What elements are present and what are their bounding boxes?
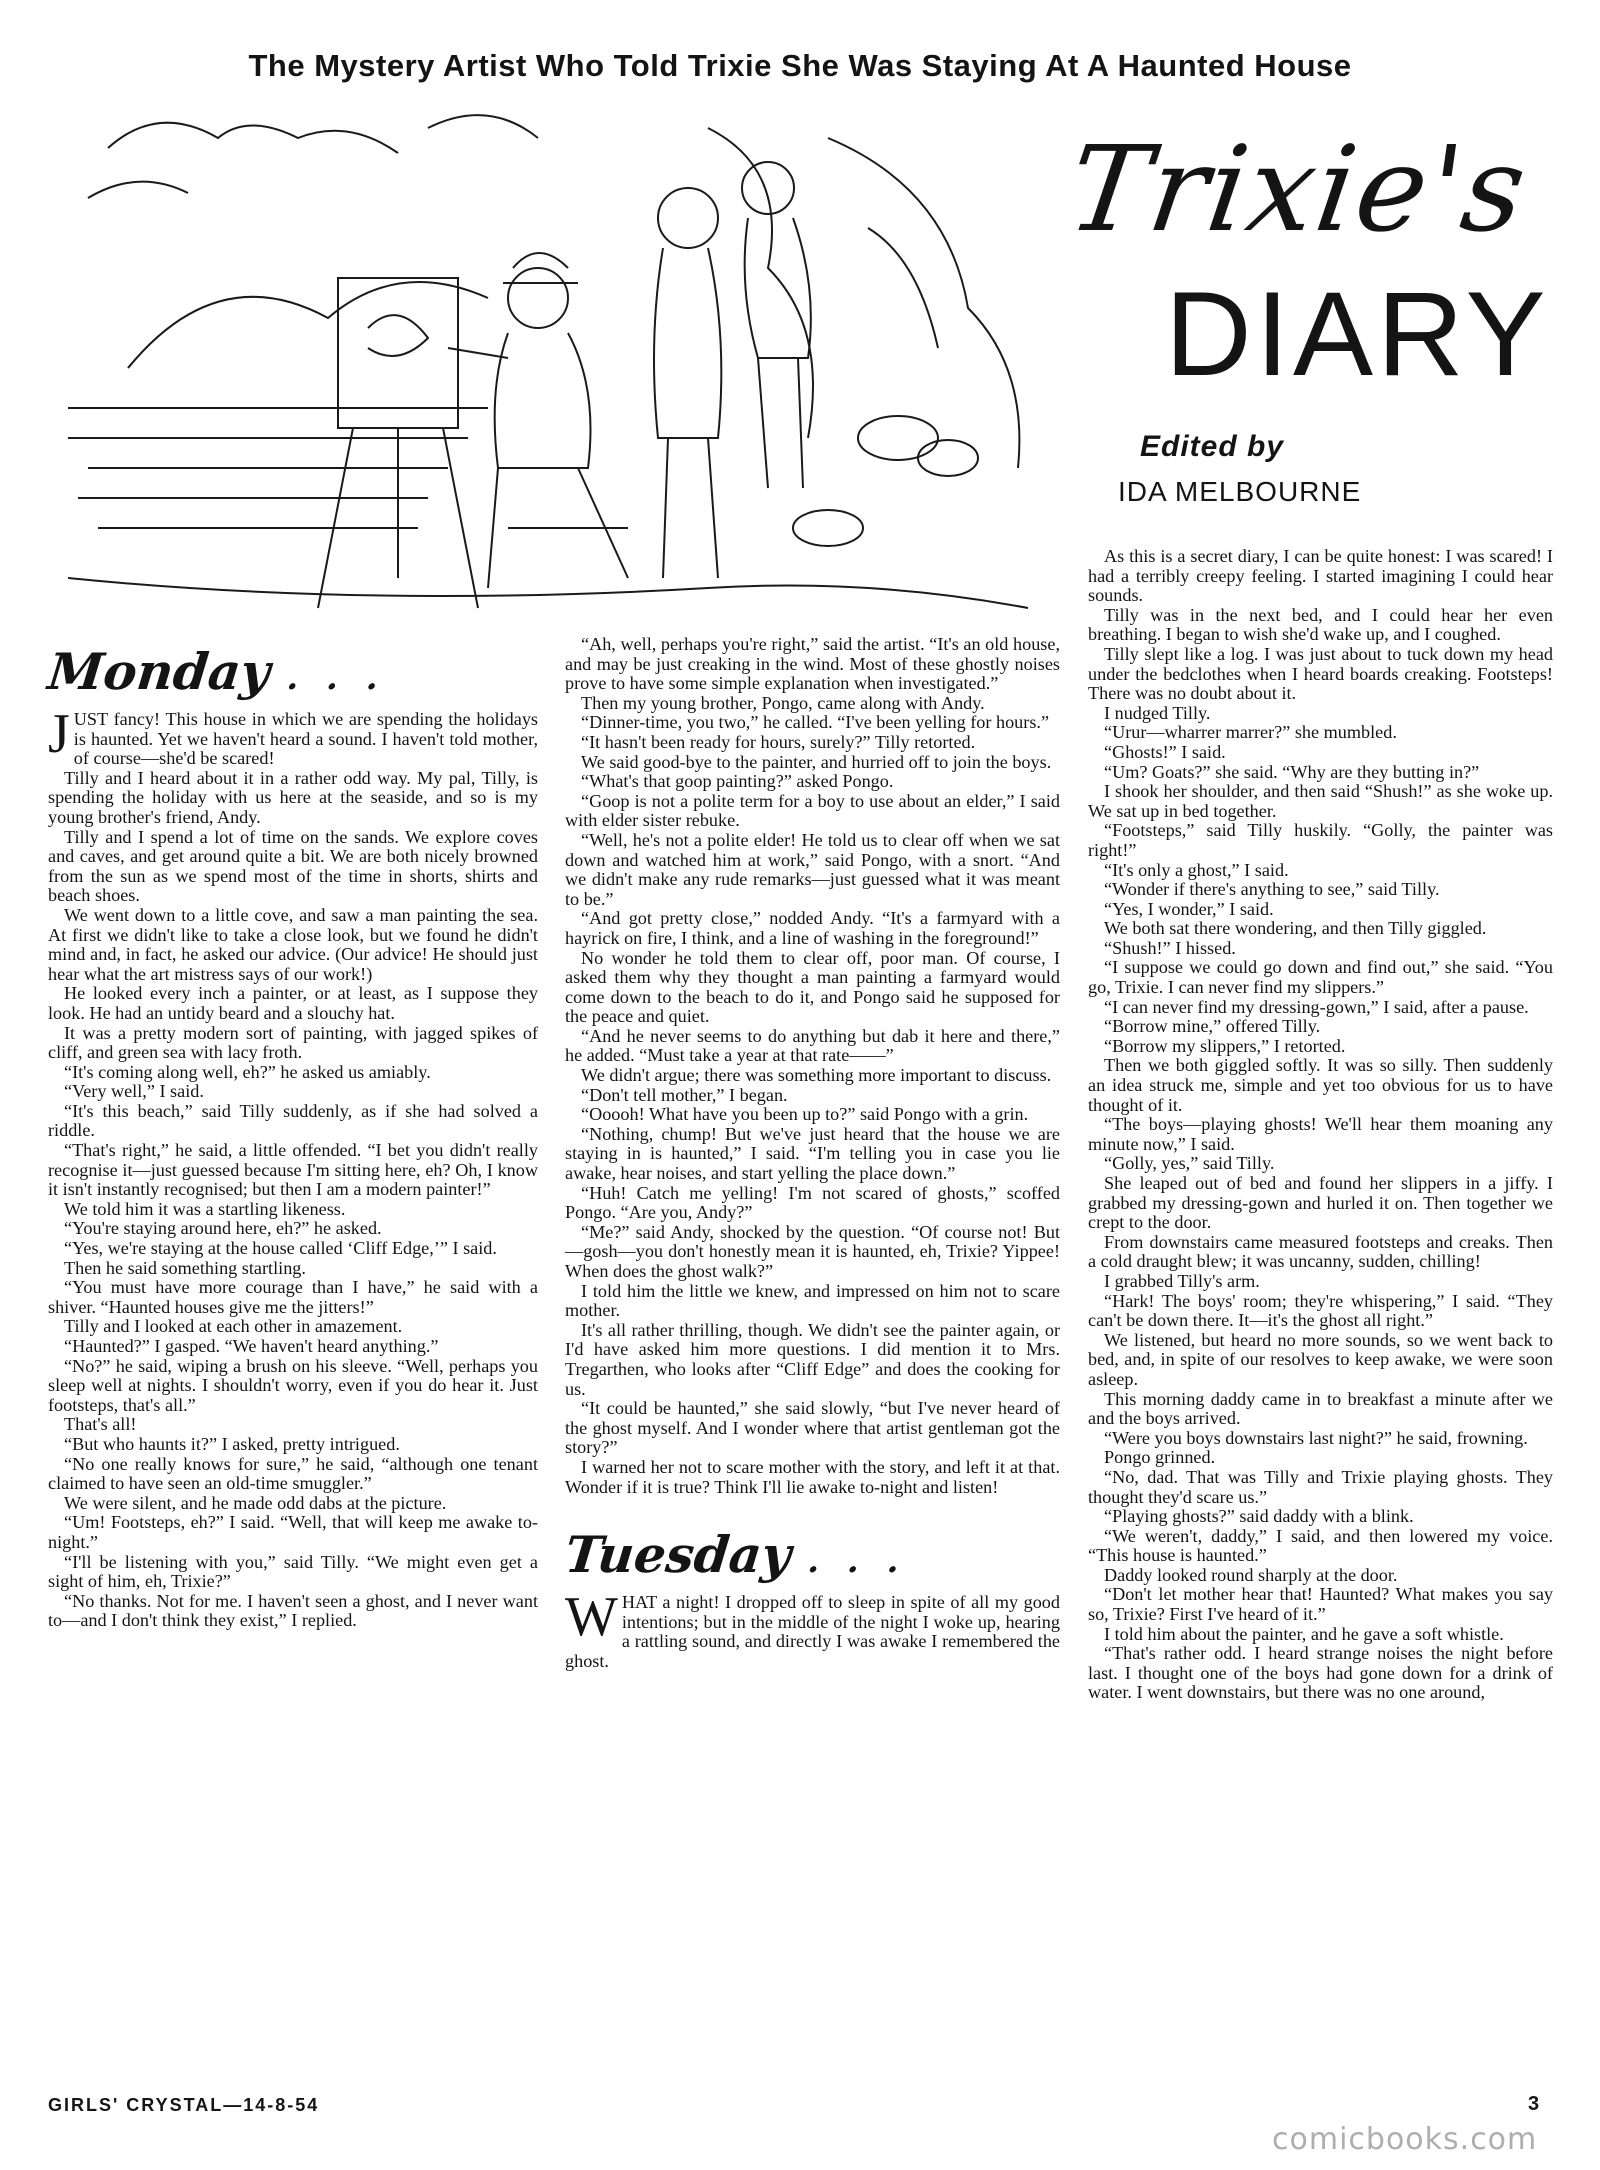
paragraph: We went down to a little cove, and saw a man painting the sea. At first we didn't like to take a close look, but we found he didn't mind and, in fact, he asked our advice. (Our advice! He should just hear what the art mistress says of our work!) [48, 904, 538, 984]
paragraph: “Borrow my slippers,” I retorted. [1104, 1035, 1346, 1056]
paragraph: UST fancy! This house in which we are spending the holidays is haunted. Yet we haven't heard a sound. I haven't told mother, of course—she'd be scared! [73, 709, 538, 769]
paragraph: “Ah, well, perhaps you're right,” said the artist. “It's an old house, and may be just creaking in the wind. Most of these ghostly noises prove to have some simple explanation when investigated.” [565, 634, 1060, 694]
paragraph: “No thanks. Not for me. I haven't seen a ghost, and I never want to—and I don't think they exist,” I replied. [48, 1590, 538, 1631]
day-heading-dots: . . . [285, 658, 389, 698]
paragraph: Tilly slept like a log. I was just about to tuck down my head under the bedclothes when I heard boards creaking. Footsteps! There was no doubt about it. [1088, 643, 1553, 704]
editor-name: IDA MELBOURNE [1118, 476, 1362, 507]
drop-cap: W [565, 1586, 618, 1649]
paragraph: “No, dad. That was Tilly and Trixie playing ghosts. They thought they'd scare us.” [1088, 1466, 1553, 1507]
paragraph: “The boys—playing ghosts! We'll hear them moaning any minute now,” I said. [1088, 1114, 1553, 1154]
day-heading-text: Monday [45, 642, 273, 701]
paragraph: As this is a secret diary, I can be quite honest: I was scared! I had a terribly creepy feeling. I started imagining I could hear sounds. [1088, 546, 1553, 606]
paragraph: “It's only a ghost,” I said. [1104, 859, 1289, 880]
paragraph: Then he said something startling. [64, 1257, 306, 1278]
paragraph: “Ghosts!” I said. [1104, 741, 1226, 762]
paragraph: I nudged Tilly. [1104, 702, 1211, 723]
watermark: comicbooks.com [1272, 2122, 1538, 2157]
paragraph: “Borrow mine,” offered Tilly. [1104, 1016, 1321, 1037]
paragraph: Tilly and I looked at each other in amazement. [64, 1316, 403, 1337]
paragraph: “I can never find my dressing-gown,” I said, after a pause. [1104, 996, 1529, 1017]
day-heading-tuesday [561, 1523, 1063, 1593]
paragraph: Tilly was in the next bed, and I could hear her even breathing. I began to wish she'd wake up, and I coughed. [1088, 604, 1553, 645]
paragraph: “Shush!” I hissed. [1104, 937, 1236, 958]
paragraph: It was a pretty modern sort of painting, with jagged spikes of cliff, and green sea with lacy froth. [48, 1022, 538, 1063]
paragraph: “But who haunts it?” I asked, pretty intrigued. [64, 1433, 400, 1454]
paragraph: We were silent, and he made odd dabs at the picture. [64, 1492, 447, 1513]
paragraph: “It could be haunted,” she said slowly, “but I've never heard of the ghost myself. And I wonder where that artist gentleman got the story?” [565, 1398, 1060, 1458]
paragraph: “Yes, we're staying at the house called ‘Cliff Edge,’” I said. [64, 1238, 497, 1259]
column-right [1088, 547, 1553, 1703]
paragraph: “Playing ghosts?” said daddy with a blink. [1104, 1506, 1414, 1527]
day-heading-monday [44, 640, 541, 710]
paragraph: “Um? Goats?” she said. “Why are they butting in?” [1104, 761, 1480, 782]
paragraph: “Ooooh! What have you been up to?” said Pongo with a grin. [581, 1104, 1029, 1125]
day-heading-text: Tuesday [562, 1525, 794, 1585]
paragraph: I warned her not to scare mother with the story, and left it at that. Wonder if it is true? Think I'll lie awake to-night and listen! [565, 1456, 1060, 1497]
masthead-script: Trixie's [1060, 120, 1536, 258]
paragraph: “What's that goop painting?” asked Pongo. [581, 771, 894, 792]
paragraph: We both sat there wondering, and then Tilly giggled. [1104, 918, 1487, 939]
paragraph: “Me?” said Andy, shocked by the question. “Of course not! But—gosh—you don't honestly mean it is haunted, eh, Trixie? Yippee! When does the ghost walk?” [565, 1221, 1060, 1281]
paragraph: “Hark! The boys' room; they're whispering,” I said. “They can't be down there. It—it's the ghost all right.” [1088, 1290, 1553, 1331]
paragraph: “Nothing, chump! But we've just heard that the house we are staying in is haunted,” I said. “I'm telling you in case you lie awake, hear noises, and start yelling the place down.” [565, 1123, 1060, 1184]
artist-painting-by-sea-illustration [68, 108, 1038, 628]
paragraphs [48, 703, 538, 1631]
paragraph: It's all rather thrilling, though. We didn't see the painter again, or I'd have asked him more questions. I did mention it to Mrs. Tregarthen, who looks after “Cliff Edge” and does the cooking for us. [565, 1319, 1060, 1399]
paragraph: “And got pretty close,” nodded Andy. “It's a farmyard with a hayrick on fire, I think, and a line of washing in the foreground!” [565, 908, 1060, 948]
paragraph: “Urur—wharrer marrer?” she mumbled. [1104, 722, 1397, 743]
paragraphs [565, 635, 1060, 1497]
paragraph: “That's rather odd. I heard strange noises the night before last. I thought one of the boys had gone down for a drink of water. I went downstairs, but there was no one around, [1088, 1643, 1553, 1703]
paragraph: “It hasn't been ready for hours, surely?” Tilly retorted. [581, 731, 976, 752]
paragraph: No wonder he told them to clear off, poor man. Of course, I asked them why they thought a man painting a farmyard would come down to the beach to do it, and Pongo said he supposed for the peace and quiet. [565, 947, 1060, 1027]
paragraph: We listened, but heard no more sounds, so we went back to bed, and, in spite of our resolves to keep awake, we were soon asleep. [1088, 1329, 1553, 1389]
paragraph: I told him about the painter, and he gave a soft whistle. [1104, 1623, 1504, 1644]
drop-cap: J [48, 703, 70, 765]
paragraph: Tilly and I heard about it in a rather odd way. My pal, Tilly, is spending the holiday with us here at the seaside, and so is my young brother's friend, Andy. [48, 767, 538, 827]
paragraph: “Goop is not a polite term for a boy to use about an elder,” I said with elder sister rebuke. [565, 790, 1060, 831]
paragraph: “I suppose we could go down and find out,” she said. “You go, Trixie. I can never find my slippers.” [1088, 957, 1553, 998]
paragraph: “Well, he's not a polite elder! He told us to clear off when we sat down and watched him at work,” said Pongo, with a snort. “And we didn't make any rude remarks—just guessed what it was meant to be.” [565, 829, 1060, 909]
paragraph: We didn't argue; there was something more important to discuss. [581, 1065, 1052, 1086]
paragraph: HAT a night! I dropped off to sleep in spite of all my good intentions; but in the middle of the night I woke up, hearing a rattling sound, and directly I was awake I remembered the ghost. [565, 1592, 1060, 1671]
paragraph: “It's this beach,” said Tilly suddenly, as if she had solved a riddle. [48, 1100, 538, 1141]
paragraph: Daddy looked round sharply at the door. [1104, 1564, 1398, 1585]
paragraph: “Golly, yes,” said Tilly. [1104, 1153, 1275, 1174]
paragraph: Then my young brother, Pongo, came along with Andy. [581, 692, 985, 713]
paragraph: Pongo grinned. [1104, 1447, 1216, 1468]
page-number: 3 [1528, 2093, 1540, 2115]
paragraph: “Footsteps,” said Tilly huskily. “Golly, the painter was right!” [1088, 820, 1553, 860]
paragraph: “Haunted?” I gasped. “We haven't heard anything.” [64, 1336, 439, 1356]
paragraph: “Don't tell mother,” I began. [581, 1084, 788, 1105]
paragraph: We said good-bye to the painter, and hurried off to join the boys. [581, 751, 1052, 772]
paragraph: “It's coming along well, eh?” he asked us amiably. [64, 1061, 431, 1082]
paragraph: “Um! Footsteps, eh?” I said. “Well, that will keep me awake to-night.” [48, 1512, 538, 1552]
paragraphs [1088, 547, 1553, 1703]
edited-by-label: Edited by [1140, 430, 1285, 463]
paragraph: This morning daddy came in to breakfast a minute after we and the boys arrived. [1088, 1388, 1553, 1429]
paragraph: “And he never seems to do anything but dab it here and there,” he added. “Must take a year at that rate——” [565, 1025, 1060, 1066]
paragraph: From downstairs came measured footsteps and creaks. Then a cold draught blew; it was uncanny, sudden, chilling! [1088, 1231, 1553, 1272]
paragraph: “That's right,” he said, a little offended. “I bet you didn't really recognise it—just guessed because I'm sitting here, eh? Oh, I know it isn't instantly recognised; but then I am a modern painter!” [48, 1140, 538, 1200]
paragraph: “Dinner-time, you two,” he called. “I've been yelling for hours.” [581, 712, 1050, 733]
paragraph: “Were you boys downstairs last night?” he said, frowning. [1104, 1427, 1528, 1448]
paragraph: “You must have more courage than I have,” he said with a shiver. “Haunted houses give me the jitters!” [48, 1277, 538, 1317]
paragraph: He looked every inch a painter, or at least, as I suppose they look. He had an untidy beard and a slouchy hat. [48, 983, 538, 1023]
paragraph: “I'll be listening with you,” said Tilly. “We might even get a sight of him, eh, Trixie?” [48, 1551, 538, 1592]
paragraph: I grabbed Tilly's arm. [1104, 1270, 1260, 1291]
paragraph: She leaped out of bed and found her slippers in a jiffy. I grabbed my dressing-gown and hurled it on. Then together we crept to the door. [1088, 1173, 1553, 1233]
paragraph: I shook her shoulder, and then said “Shush!” as she woke up. We sat up in bed together. [1088, 781, 1553, 821]
masthead [1060, 120, 1560, 401]
paragraph: I told him the little we knew, and impressed on him not to scare mother. [565, 1280, 1060, 1321]
paragraph: “Very well,” I said. [64, 1081, 204, 1102]
headline: The Mystery Artist Who Told Trixie She Was Staying At A Haunted House [248, 48, 1352, 83]
paragraph: We told him it was a startling likeness. [64, 1198, 346, 1219]
paragraph: “No one really knows for sure,” he said, “although one tenant claimed to have seen an old-time smuggler.” [48, 1453, 538, 1494]
paragraph: “You're staying around here, eh?” he asked. [64, 1218, 382, 1239]
column-middle [562, 634, 1060, 1672]
paragraph: That's all! [64, 1414, 137, 1435]
paragraph: “Don't let mother hear that! Haunted? What makes you say so, Trixie? First I've heard of it.” [1088, 1584, 1553, 1625]
paragraphs [565, 1586, 1060, 1671]
publication-footer: GIRLS' CRYSTAL—14-8-54 [48, 2095, 320, 2115]
masthead-title: DIARY [1165, 267, 1550, 401]
paragraph: “Wonder if there's anything to see,” said Tilly. [1104, 879, 1440, 900]
day-heading-dots: . . . [805, 1541, 910, 1582]
paragraph: “Huh! Catch me yelling! I'm not scared of ghosts,” scoffed Pongo. “Are you, Andy?” [565, 1182, 1060, 1223]
paragraph: “Yes, I wonder,” I said. [1104, 898, 1274, 919]
paragraph: Tilly and I spend a lot of time on the sands. We explore coves and caves, and get around quite a bit. We are both nicely browned from the sun as we spend most of the time in shorts, shirts and beach shoes. [48, 826, 538, 906]
paragraph: “We weren't, daddy,” I said, and then lowered my voice. “This house is haunted.” [1088, 1525, 1553, 1566]
paragraph: Then we both giggled softly. It was so silly. Then suddenly an idea struck me, simple and yet too obvious for us to have thought of it. [1088, 1055, 1553, 1115]
column-monday [45, 640, 538, 1631]
paragraph: “No?” he said, wiping a brush on his sleeve. “Well, perhaps you sleep well at nights. I shouldn't worry, even if you do hear it. Just footsteps, that's all.” [48, 1355, 538, 1415]
